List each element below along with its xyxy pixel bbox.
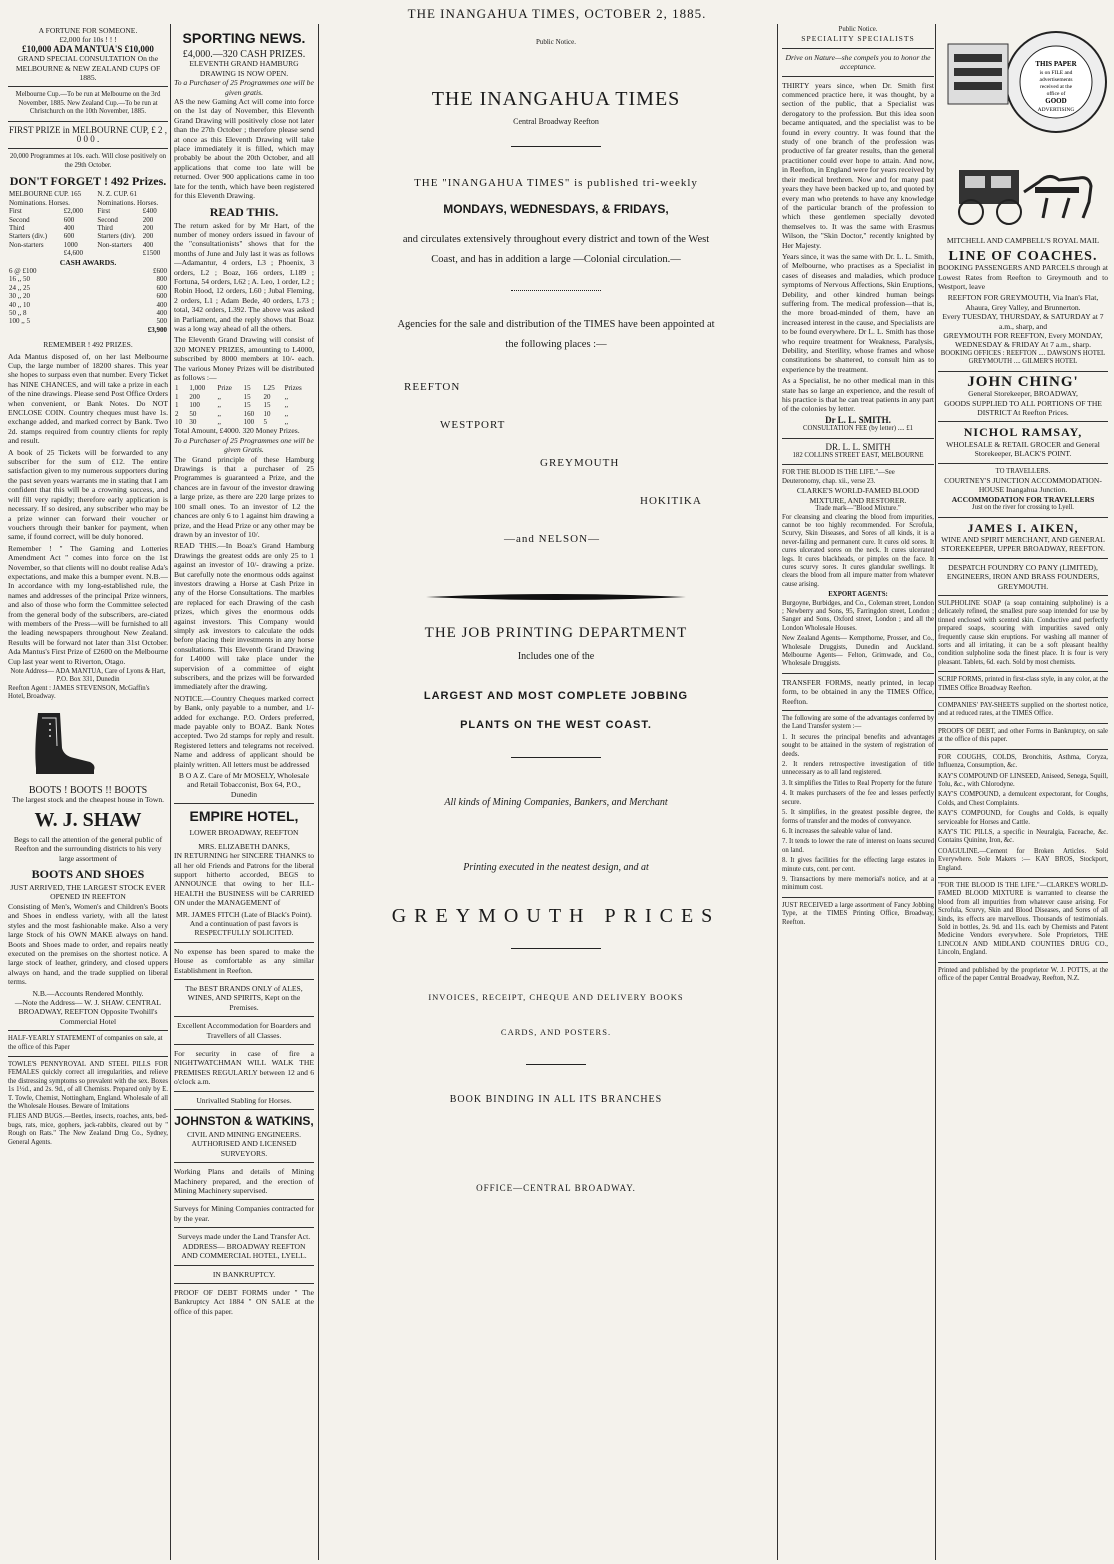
- body-paragraph: For security in case of fire a NIGHTWATCHMAN WILL WALK THE PREMISES REGULARLY between 12 and 6 o'clock a.m.: [174, 1049, 314, 1087]
- boots-and-shoes: BOOTS AND SHOES: [31, 867, 145, 882]
- cards-posters: CARDS, AND POSTERS.: [500, 1027, 612, 1038]
- coaguline-ad: COAGULINE.—Cement for Broken Articles. Sold Everywhere. Sole Makers :— KAY BROS, Stockport, England.: [938, 847, 1108, 872]
- surveys-land: Surveys made under the Land Transfer Act.: [177, 1232, 311, 1242]
- svg-text:received at the: received at the: [1039, 84, 1073, 90]
- remember: REMEMBER ! 492 PRIZES.: [43, 340, 133, 350]
- published-line: THE "INANGAHUA TIMES" is published tri-weekly: [414, 177, 698, 190]
- address: Note Address— ADA MANTUA, Care of Lyons & Hart, P.O. Box 331, Dunedin: [10, 668, 166, 684]
- companies-pay-sheets: COMPANIES' PAY-SHEETS supplied on the shortest notice, and at reduced rates, at the TIMES Office.: [938, 702, 1108, 718]
- body-paragraph: The Grand principle of these Hamburg Drawings is that a purchaser of 25 Programmes is guaranteed a Prize, and the chances are in favour of the investor drawing a large prize, as there are 220 large prizes to 100 small ones. To an investor of L2 the chances are only 6 to 1 against him drawing a prize, and the Head Prize or any other may be drawn by an investor of 10/.: [174, 454, 314, 539]
- boaz-address: B O A Z. Care of Mr MOSELY, Wholesale and Retail Tobacconist, Box 64, P.O., Dunedin: [178, 771, 310, 799]
- mining-companies: All kinds of Mining Companies, Bankers, and Merchant: [444, 796, 668, 808]
- job-printing-heading: THE JOB PRINTING DEPARTMENT: [424, 625, 688, 642]
- eleventh-drawing: ELEVENTH GRAND HAMBURG DRAWING IS NOW OPEN.: [189, 59, 299, 78]
- book-binding: BOOK BINDING IN ALL ITS BRANCHES: [449, 1093, 663, 1105]
- imprint: Printed and published by the proprietor W. J. POTTS, at the office of the paper Central Broadway, Reefton, N.Z.: [938, 966, 1108, 983]
- invoices: INVOICES, RECEIPT, CHEQUE AND DELIVERY BOOKS: [428, 991, 684, 1002]
- cup-dates: Melbourne Cup.—To be run at Melbourne on the 3rd November, 1885. New Zealand Cup.—To be run at Christchurch on the 10th November, 1885.: [15, 91, 161, 116]
- column-4: [782, 26, 934, 1558]
- line-of-coaches: LINE OF COACHES.: [948, 248, 1098, 264]
- cash-prizes: £4,000.—320 CASH PRIZES.: [182, 49, 306, 60]
- just-arrived: JUST ARRIVED, THE LARGEST STOCK EVER OPENED IN REEFTON: [10, 883, 166, 902]
- includes: Includes one of the: [517, 651, 595, 663]
- booking-text: BOOKING PASSENGERS AND PARCELS through at Lowest Rates from Reefton to Greymouth and to Westport, leave: [938, 263, 1108, 292]
- nichol-ramsay: NICHOL RAMSAY,: [963, 425, 1083, 440]
- note-address: —Note the Address— W. J. SHAW. CENTRAL BROADWAY, REEFTON Opposite Twohill's Commercial Hotel: [14, 997, 162, 1026]
- body-paragraph: READ THIS.—In Boaz's Grand Hamburg Drawings the greatest odds are only 25 to 1 against an investor of 10/- drawing a prize. But carefully note the enormous odds against investors drawing a Horse at Cash Prize in any of the Horse Consultations. The marbles are replaced for each Drawing of the cash prizes, which gives the enormous odds against investors. This Company would simply ask investors to calculate the odds before placing their investments in any horse consultations. This Eleventh Grand Drawing for L4000 will take place under the supervision of a committee of eight subscribers, and the prizes will be forwarded immediately after the drawing.: [174, 541, 314, 692]
- advertising-badge: [938, 26, 1108, 136]
- body-paragraph: PROOF OF DEBT FORMS under " The Bankruptcy Act 1884 " ON SALE at the office of this paper.: [174, 1287, 314, 1316]
- empire-hotel: EMPIRE HOTEL,: [189, 808, 299, 825]
- body-paragraph: Consisting of Men's, Women's and Children's Boots and Shoes in endless variety, with all the latest styles and the most fashionable make. Also a very large Stock of his OWN MAKE always on hand. Boots and Shoes made to order, and repairs neatly executed on the premises on the shortest notice. A large stock of leather, grindery, and closed uppers always on hand, and the trade supplied on liberal terms.: [8, 901, 168, 987]
- to-travellers: TO TRAVELLERS.: [995, 467, 1051, 475]
- empire-sub: LOWER BROADWAY, REEFTON: [189, 828, 299, 838]
- prize-table: MELBOURNE CUP. 165 Nominations. Horses. N. Z. CUP. 61 Nominations. Horses. First £2,000 First £400 Second 600 Second 200 Third 400 Third 200 Starters (div.) 600 Starters (div). 200 Non-starters 1000 Non-starters 400 £4,600 £1500: [9, 190, 161, 258]
- land-item: 6. It increases the saleable value of land.: [782, 827, 893, 835]
- plants: PLANTS ON THE WEST COAST.: [460, 719, 652, 732]
- consultation-fee: CONSULTATION FEE (by letter) .... £1: [802, 425, 914, 433]
- accommodation: Excellent Accommodation for Boarders and Travellers of all Classes.: [177, 1021, 311, 1040]
- dont-forget: DON'T FORGET ! 492 Prizes.: [9, 174, 167, 189]
- half-yearly: HALF-YEARLY STATEMENT of companies on sale, at the office of this Paper: [8, 1035, 163, 1051]
- accommodation-travellers: ACCOMMODATION FOR TRAVELLERS: [951, 494, 1095, 504]
- export-agents: Burgoyne, Burbidges, and Co., Coleman street, London ; Newberry and Sons, 95, Farringdon street, London ; Sanger and Sons, Oxford street, London ; and all the London Wholesale Houses.: [782, 599, 934, 632]
- body-paragraph: Years since, it was the same with Dr. L. L. Smith, of Melbourne, who practises as a Specialist in cases of diseases and maladies, which produce symptoms of Nervous Affections, Skin Eruptions, Debility, and other kindred human beings suffering from. The medical profession—that is, the more broad-minded of them, have an increased interest in the cause, and Specialists are to be found everywhere. Dr L. L. Smith has those who require treatment for Weakness, Paralysis, Debility, and Sterility, whose frames and whose constitutions be shattered, to consult him as to experience by the treatment.: [782, 251, 934, 374]
- land-item: 1. It secures the principal benefits and advantages sought to be attained in the system of registration of deeds.: [782, 733, 934, 758]
- johnston-address: ADDRESS— BROADWAY REEFTON AND COMMERCIAL HOTEL, LYELL.: [181, 1241, 307, 1261]
- greymouth-prices: GREYMOUTH PRICES: [391, 905, 721, 928]
- aiken-sub: WINE AND SPIRIT MERCHANT, AND GENERAL STOREKEEPER, UPPER BROADWAY, REEFTON.: [941, 534, 1105, 554]
- masthead: THE INANGAHUA TIMES, OCTOBER 2, 1885.: [407, 6, 707, 21]
- column-rule: [170, 24, 171, 1560]
- towle-ad: TOWLE'S PENNYROYAL AND STEEL PILLS FOR FEMALES quickly correct all irregularities, and relieve the distressing symptoms so prevalent with the sex. Boxes 1s 1½d., and 2s. 9d., of all Chemists. Prepared only by E. T. Towle, Chemist, Nottingham, England. Wholesale of all the Wholesale Houses. Beware of Imitations: [8, 1060, 168, 1110]
- publication-days: MONDAYS, WEDNESDAYS, & FRIDAYS,: [443, 201, 669, 216]
- cash-table: 6 @ £100 £600 16 ,, 50 800 24 ,, 25 600 30 ,, 20 600 40 ,, 10 400 50 ,, 8 400 100 ,, 5 500 £3,900: [9, 266, 167, 334]
- export-agents-heading: EXPORT AGENTS:: [828, 591, 888, 599]
- place-nelson: —and NELSON—: [504, 533, 601, 546]
- john-ching: JOHN CHING': [967, 373, 1079, 390]
- nb-accounts: N.B.—Accounts Rendered Monthly.: [32, 988, 144, 998]
- land-item: 8. It gives facilities for the effecting large estates in minute cuts, cent. per cent.: [782, 857, 934, 873]
- programmes: 20,000 Programmes at 10s. each. Will close positively on the 29th October.: [9, 153, 167, 169]
- paper-title: THE INANGAHUA TIMES: [431, 88, 681, 111]
- agencies-text: Agencies for the sale and distribution of the TIMES have been appointed at the following places :—: [397, 319, 715, 351]
- coughs-ad: FOR COUGHS, COLDS, Bronchitis, Asthma, Coryza, Influenza, Consumption, &c.: [938, 753, 1108, 770]
- grand-consultation: GRAND SPECIAL CONSULTATION On the MELBOURNE & NEW ZEALAND CUPS OF 1885.: [15, 54, 161, 83]
- reefton-greymouth: REEFTON FOR GREYMOUTH, Via Inan's Flat, Ahaura, Grey Valley, and Brunnerton.: [947, 293, 1099, 312]
- land-item: 2. It renders retrospective investigation of title unnecessary as to all land registered.: [782, 761, 934, 777]
- place-reefton: REEFTON: [404, 381, 461, 394]
- booking-offices: BOOKING OFFICES : REEFTON .... DAWSON'S HOTEL GREYMOUTH .... GILMER'S HOTEL: [940, 349, 1106, 366]
- blood-life: FOR THE BLOOD IS THE LIFE."—See Deuteronomy, chap. xii., verse 23.: [782, 469, 895, 485]
- fortune-heading: A FORTUNE FOR SOMEONE.: [38, 26, 138, 35]
- trade-mark: Trade mark—"Blood Mixture.": [815, 505, 901, 513]
- body-paragraph: No expense has been spared to make the House as comfortable as any similar Establishment in Reefton.: [174, 946, 314, 975]
- money-prizes-table: 1 1,000 Prize 15 L25 Prizes 1 200 ,, 15 20 ,, 1 100 ,, 15 15 ,, 2 50 ,, 160 10 ,, 10 30 ,, 100 5 ,,: [175, 384, 302, 427]
- kay-ad: KAY'S COMPOUND, for Coughs and Colds, is equally serviceable for Horses and Cattle.: [938, 810, 1108, 826]
- proofs-of-debt: PROOFS OF DEBT, and other Forms in Bankruptcy, on sale at the office of this paper.: [938, 727, 1108, 744]
- reefton-agent: Reefton Agent : JAMES STEVENSON, McGaffin's Hotel, Broadway.: [8, 684, 150, 701]
- shaw-body: Begs to call the attention of the general public of Reefton and the surrounding districts to his very large assortment of: [13, 834, 163, 863]
- civil: CIVIL AND MINING ENGINEERS.: [186, 1130, 302, 1140]
- svg-text:is on FILE and: is on FILE and: [1039, 70, 1073, 76]
- column-2: [174, 26, 314, 1558]
- body-paragraph: As a Specialist, he no other medical man in this state has so large an experience, and the result of his practice is that he can treat patients in any part of the colonies by letter.: [782, 376, 934, 414]
- ching-sub: General Storekeeper, BROADWAY,: [968, 389, 1078, 399]
- johnston-watkins: JOHNSTON & WATKINS,: [174, 1114, 314, 1129]
- place-hokitika: HOKITIKA: [640, 495, 702, 508]
- body-paragraph: AS the new Gaming Act will come into force on the 1st day of November, this Eleventh Grand Drawing will positively close not later than the 27th October ; therefore please send at once as this Eleventh Drawing will take place immediately it is filled, which may probably be about the 20th October, and all applications that come too late will be returned. Over 900 applications came in too late for the tenth, which have been registered for this Eleventh Drawing.: [174, 97, 314, 201]
- land-item: 9. Transactions by mere memorial's notice, and at a minimum cost.: [782, 875, 934, 892]
- body-paragraph: IN RETURNING her SINCERE THANKS to all her old Friends and Patrons for the liberal support hitherto accorded, BEGS to ANNOUNCE that owing to her ILL-HEALTH the BUSINESS will be CARRIED ON under the MANAGEMENT of: [174, 851, 314, 908]
- column-rule: [318, 24, 319, 1560]
- kay-ad: KAY'S TIC PILLS, a specific in Neuralgia, Faceache, &c. Contains Quinine, Iron, &c.: [938, 828, 1108, 845]
- land-transfer-intro: The following are some of the advantages conferred by the Land Transfer system :—: [782, 715, 934, 731]
- greymouth-reefton: GREYMOUTH FOR REEFTON, Every MONDAY, WEDNESDAY & FRIDAY At 7 a.m., sharp.: [943, 331, 1103, 350]
- circulation-text: and circulates extensively throughout every district and town of the West Coast, and has in addition a large —Colonial circulation.—: [402, 234, 710, 266]
- body-paragraph: A book of 25 Tickets will be forwarded to any subscriber for the sum of £12. The entire satisfaction given to my numerous supporters during the past seven years warrants me in stating that I am confident that this will be a crowning success, and will fill very rapidly; therefore early application is necessary. If so desired, any subscriber who may be a prize winner can forward their voucher or vouchers through their banker for payment, when same, if found correct, will be duly honored.: [8, 447, 168, 542]
- total-amount: Total Amount, £4000. 320 Money Prizes.: [174, 426, 300, 436]
- column-rule: [935, 24, 936, 1560]
- body-paragraph: THIRTY years since, when Dr. Smith first commenced practice here, it was thought, by a section of the public, that a Specialist was derogatory to the profession. But this idea soon became antiquated, and the specialist was to be found in every country. It was found that the study of one branch of the profession was productive of far greater results, than the general practitioner could ever hope to attain. And now, in Reefton, in England were for years received by their medical brethren. Now and for many past years they have been backed up to, and quoted by every man who pretends to have any knowledge of the particular branch of the profession to which these gentlemen specially devoted themselves to. It was the same with Erasmus Wilson, the "Skin Doctor," recently knighted by Her Majesty.: [782, 80, 934, 250]
- bankruptcy: IN BANKRUPTCY.: [212, 1269, 276, 1279]
- specialty-heading: SPECIALITY SPECIALISTS: [801, 34, 915, 44]
- coach-caption: MITCHELL AND CAMPBELL'S ROYAL MAIL: [946, 236, 1100, 246]
- separator: [511, 146, 601, 151]
- largest-jobbing: LARGEST AND MOST COMPLETE JOBBING: [423, 689, 689, 702]
- body-paragraph: Remember ! " The Gaming and Lotteries Amendment Act " comes into force on the 1st November, so that clients will no doubt realise Ada's expectations, and make this a bumper event. N.B.—In accordance with my long-established rule, the names and addresses of the principal Prize winners, and also of those who form the Committee selected from the general body of the subscribers, are-ciated with members of the Press—will be furnished to all the leading newspapers throughout New Zealand. Results will be forward not later than 31st October. Ada Mantus's First Prize of £2600 on the Melbourne Cup last year went to Riverton, Otago.: [8, 543, 168, 666]
- place-greymouth: GREYMOUTH: [540, 457, 620, 470]
- gratis: To a Purchaser of 25 Programmes one will be given Gratis.: [174, 435, 314, 455]
- fortune-sub: £2,000 for 10s ! ! !: [59, 35, 117, 45]
- public-notice-label: Public Notice.: [535, 38, 577, 46]
- separator: [511, 757, 601, 758]
- separator: [511, 948, 601, 949]
- flies-ad: FLIES AND BUGS.—Beetles, insects, roaches, ants, bed-bugs, rats, mice, gophers, jack-rabbits, cleared out by " Rough on Rats." The New Zealand Drug Co., Sydney, General Agents.: [8, 1113, 168, 1146]
- column-rule: [777, 24, 778, 1560]
- svg-text:office of: office of: [1046, 91, 1066, 97]
- brands: The BEST BRANDS ONLY of ALES, WINES, AND SPIRITS, Kept on the Premises.: [185, 983, 303, 1012]
- paper-address: Central Broadway Reefton: [513, 116, 599, 126]
- svg-text:GOOD: GOOD: [1045, 97, 1067, 105]
- body-paragraph: Surveys for Mining Companies contracted for by the year.: [174, 1204, 314, 1223]
- despatch-foundry: DESPATCH FOUNDRY CO PANY (LIMITED), ENGINEERS, IRON AND BRASS FOUNDERS, GREYMOUTH.: [946, 562, 1100, 591]
- stabling: Unrivalled Stabling for Horses.: [196, 1095, 292, 1105]
- authorised: AUTHORISED AND LICENSED SURVEYORS.: [191, 1139, 297, 1158]
- read-this: READ THIS.: [209, 204, 279, 219]
- land-item: 7. It tends to lower the rate of interest on loans secured on land.: [782, 838, 934, 854]
- first-prize: FIRST PRIZE in MELBOURNE CUP, £ 2 , 0 0 0 .: [8, 124, 168, 145]
- column-1: [8, 26, 168, 1558]
- clarke-heading: CLARKE'S WORLD-FAMED BLOOD MIXTURE, AND RESTORER.: [796, 486, 920, 505]
- svg-text:advertisements: advertisements: [1039, 77, 1073, 83]
- svg-text:THIS PAPER: THIS PAPER: [1035, 60, 1077, 68]
- land-item: 5. It simplifies, in the greatest possible degree, the forms of transfer and the modes of conveyance.: [782, 809, 934, 825]
- collins-street: 182 COLLINS STREET EAST, MELBOURNE: [792, 452, 924, 460]
- separator: [511, 290, 601, 295]
- cash-awards-heading: CASH AWARDS.: [59, 257, 117, 267]
- body-paragraph: The Eleventh Grand Drawing will consist of 320 MONEY PRIZES, amounting to L4000, subscribed by 8000 members at 10/- each. The various Money Prizes will be distributed as follows :—: [174, 335, 314, 382]
- drive-on-nature: Drive on Nature—she compels you to honor the acceptance.: [785, 52, 931, 72]
- boots-heading: BOOTS ! BOOTS !! BOOTS: [28, 785, 148, 797]
- scrip-forms: SCRIP FORMS, printed in first-class style, in any color, at the TIMES Office Broadway Reefton.: [938, 676, 1108, 692]
- wholesale-grocer: WHOLESALE & RETAIL GROCER and General Storekeeper, BLACK'S POINT.: [946, 439, 1100, 459]
- svg-text:ADVERTISING: ADVERTISING: [1037, 107, 1075, 113]
- river-crossing: Just on the river for crossing to Lyell.: [972, 504, 1074, 512]
- body-paragraph: For cleansing and clearing the blood from impurities, cannot be too highly recommended. For Scrofula, Scurvy, Skin Diseases, and Sores of all kinds, it is a never-failing and permanent cure. It cures old sores. It cures ulcerated sores on the neck. It cures ulcerated legs. It cures blackheads, or pimples on the face. It cures scurvy sores. It cures glandular swellings. It clears the blood from all impure matter from whatever cause arising.: [782, 513, 934, 588]
- kay-ad: KAY'S COMPOUND OF LINSEED, Aniseed, Senega, Squill, Tolu, &c., with Chlorodyne.: [938, 772, 1108, 788]
- body-paragraph: The return asked for by Mr Hart, of the number of money orders issued in favour of the "consultationists" shows that for the months of June and July last it was as follows—Adamantur, 4 orders, L3 ; Phoenix, 3 orders, L2 ; Boaz, 166 orders, L189 ; Fortuna, 54 orders, L62 ; A. Leo, 1 order, L2 ; Robin Hood, 12 orders, L60 ; Jubal Fleming, 2 orders, L1 ; Adam Bede, 40 orders, L73 ; total, 342 orders, L392. The above was asked in Parliament, and the reply shows that Boaz was a long way ahead of all the others.: [174, 220, 314, 333]
- land-item: 3. It simplifies the Titles to Real Property for the future: [782, 779, 933, 787]
- just-received: JUST RECEIVED a large assortment of Fancy Jobbing Type, at the TIMES Printing Office, Broadway, Reefton.: [782, 901, 934, 926]
- transfer-forms: TRANSFER FORMS, neatly printed, in lecap form, to be obtained in any the TIMES Office, Reefton.: [782, 677, 934, 706]
- goods-supplied: GOODS SUPPLIED TO ALL PORTIONS OF THE DISTRICT At Reefton Prices.: [944, 398, 1102, 417]
- column-3: [340, 26, 772, 1558]
- courtney-junction: COURTNEY'S JUNCTION ACCOMMODATION-HOUSE Inangahua Junction.: [944, 475, 1102, 495]
- boot-illustration: [8, 708, 98, 778]
- boots-sub: The largest stock and the cheapest house in Town.: [11, 795, 165, 805]
- kay-ad: KAY'S COMPOUND, a demulcent expectorant, for Coughs, Colds, and Chest Complaints.: [938, 791, 1108, 807]
- column-5: [938, 26, 1108, 1558]
- smith-signature: Dr L. L. SMITH.: [825, 414, 891, 425]
- blood-life-ad: "FOR THE BLOOD IS THE LIFE."—CLARKE'S WORLD-FAMED BLOOD MIXTURE is warranted to cleanse the blood from all impurities from whatever cause arising. For Scrofula, Scurvy, Skin and Blood Diseases, and Sores of all kinds, its effects are marvellous. Thousands of testimonials. Sold in bottles, 2s. 9d. and 11s. each by Chemists and Patent Medicine Vendors everywhere. Sole Proprietors, THE LINCOLN AND MIDLAND COUNTIES DRUG CO., Lincoln, England.: [938, 881, 1108, 957]
- body-paragraph: Working Plans and details of Mining Machinery prepared, and the erection of Mining Machinery supervised.: [174, 1167, 314, 1196]
- public-notice-label: Public Notice.: [838, 26, 878, 33]
- days-1: Every TUESDAY, THURSDAY, & SATURDAY at 7 a.m., sharp, and: [942, 312, 1104, 331]
- printing-executed: Printing executed in the neatest design, and at: [463, 862, 649, 874]
- shaw-name: W. J. SHAW: [34, 808, 142, 831]
- smith-name: DR. L. L. SMITH: [825, 441, 891, 452]
- ada-line: £10,000 ADA MANTUA'S £10,000: [22, 43, 154, 54]
- fitch: MR. JAMES FITCH (Late of Black's Point).: [176, 909, 312, 919]
- sporting-news: SPORTING NEWS.: [182, 30, 306, 46]
- fitch-body: And a continuation of past favors is RESPECTFULLY SOLICITED.: [189, 918, 299, 938]
- separator: [526, 1064, 586, 1065]
- land-item: 4. It makes purchasers of the fee and lesses perfectly secure.: [782, 790, 934, 806]
- danks: MRS. ELIZABETH DANKS,: [198, 841, 290, 851]
- sulpholine-ad: SULPHOLINE SOAP (a soap containing sulpholine) is a delicately refined, the smallest pure soap intended for use by tinned enclosed with scented skin. Conductive and perfectly prepared soaps, scouring with impurities saved only frequently cause skin eruptions. For washing all manner of sorts and all irritating, it can be a soft pleasant healthy condition sulpholine soda the finest place. It is four is very pleasant. Tablets, 6d. each. Sold by most chemists.: [938, 600, 1108, 666]
- place-westport: WESTPORT: [440, 419, 506, 432]
- office-address: OFFICE—CENTRAL BROADWAY.: [476, 1183, 636, 1194]
- coach-illustration: [949, 142, 1097, 232]
- body-paragraph: NOTICE.—Country Cheques marked correct by Bank, only payable to a number, and 1/- added for exchange. P.O. Orders preferred, made payable only to BOAZ. Bank Notes accepted. Two 2d stamps for reply and result. Registered letters and telegrams not received. Name and address of applicant should be plainly written. All letters must be addressed: [174, 693, 314, 769]
- flourish-rule: [426, 589, 686, 605]
- james-aiken: JAMES I. AIKEN,: [967, 520, 1079, 535]
- body-paragraph: Ada Mantus disposed of, on her last Melbourne Cup, the large number of 18200 shares. This year she hopes to surpass even that number. Every Ticket has NINE CHANCES, and will take a prize in each of the nine drawings. Please send Post Office Orders when convenient, or Bank Notes. Do NOT ENCLOSE COIN. Country cheques must have 1s. exchange added, and marked correct by Bank. Two 2d. stamps required from country clients for reply and result.: [8, 351, 168, 446]
- purchaser: To a Purchaser of 25 Programmes one will be given gratis.: [174, 78, 314, 97]
- nz-agents: New Zealand Agents— Kempthorne, Prosser, and Co., Wholesale Druggists, Dunedin and Auckland. Melbourne Agents— Felton, Grimwade, and Co., Wholesale Druggists.: [782, 635, 934, 668]
